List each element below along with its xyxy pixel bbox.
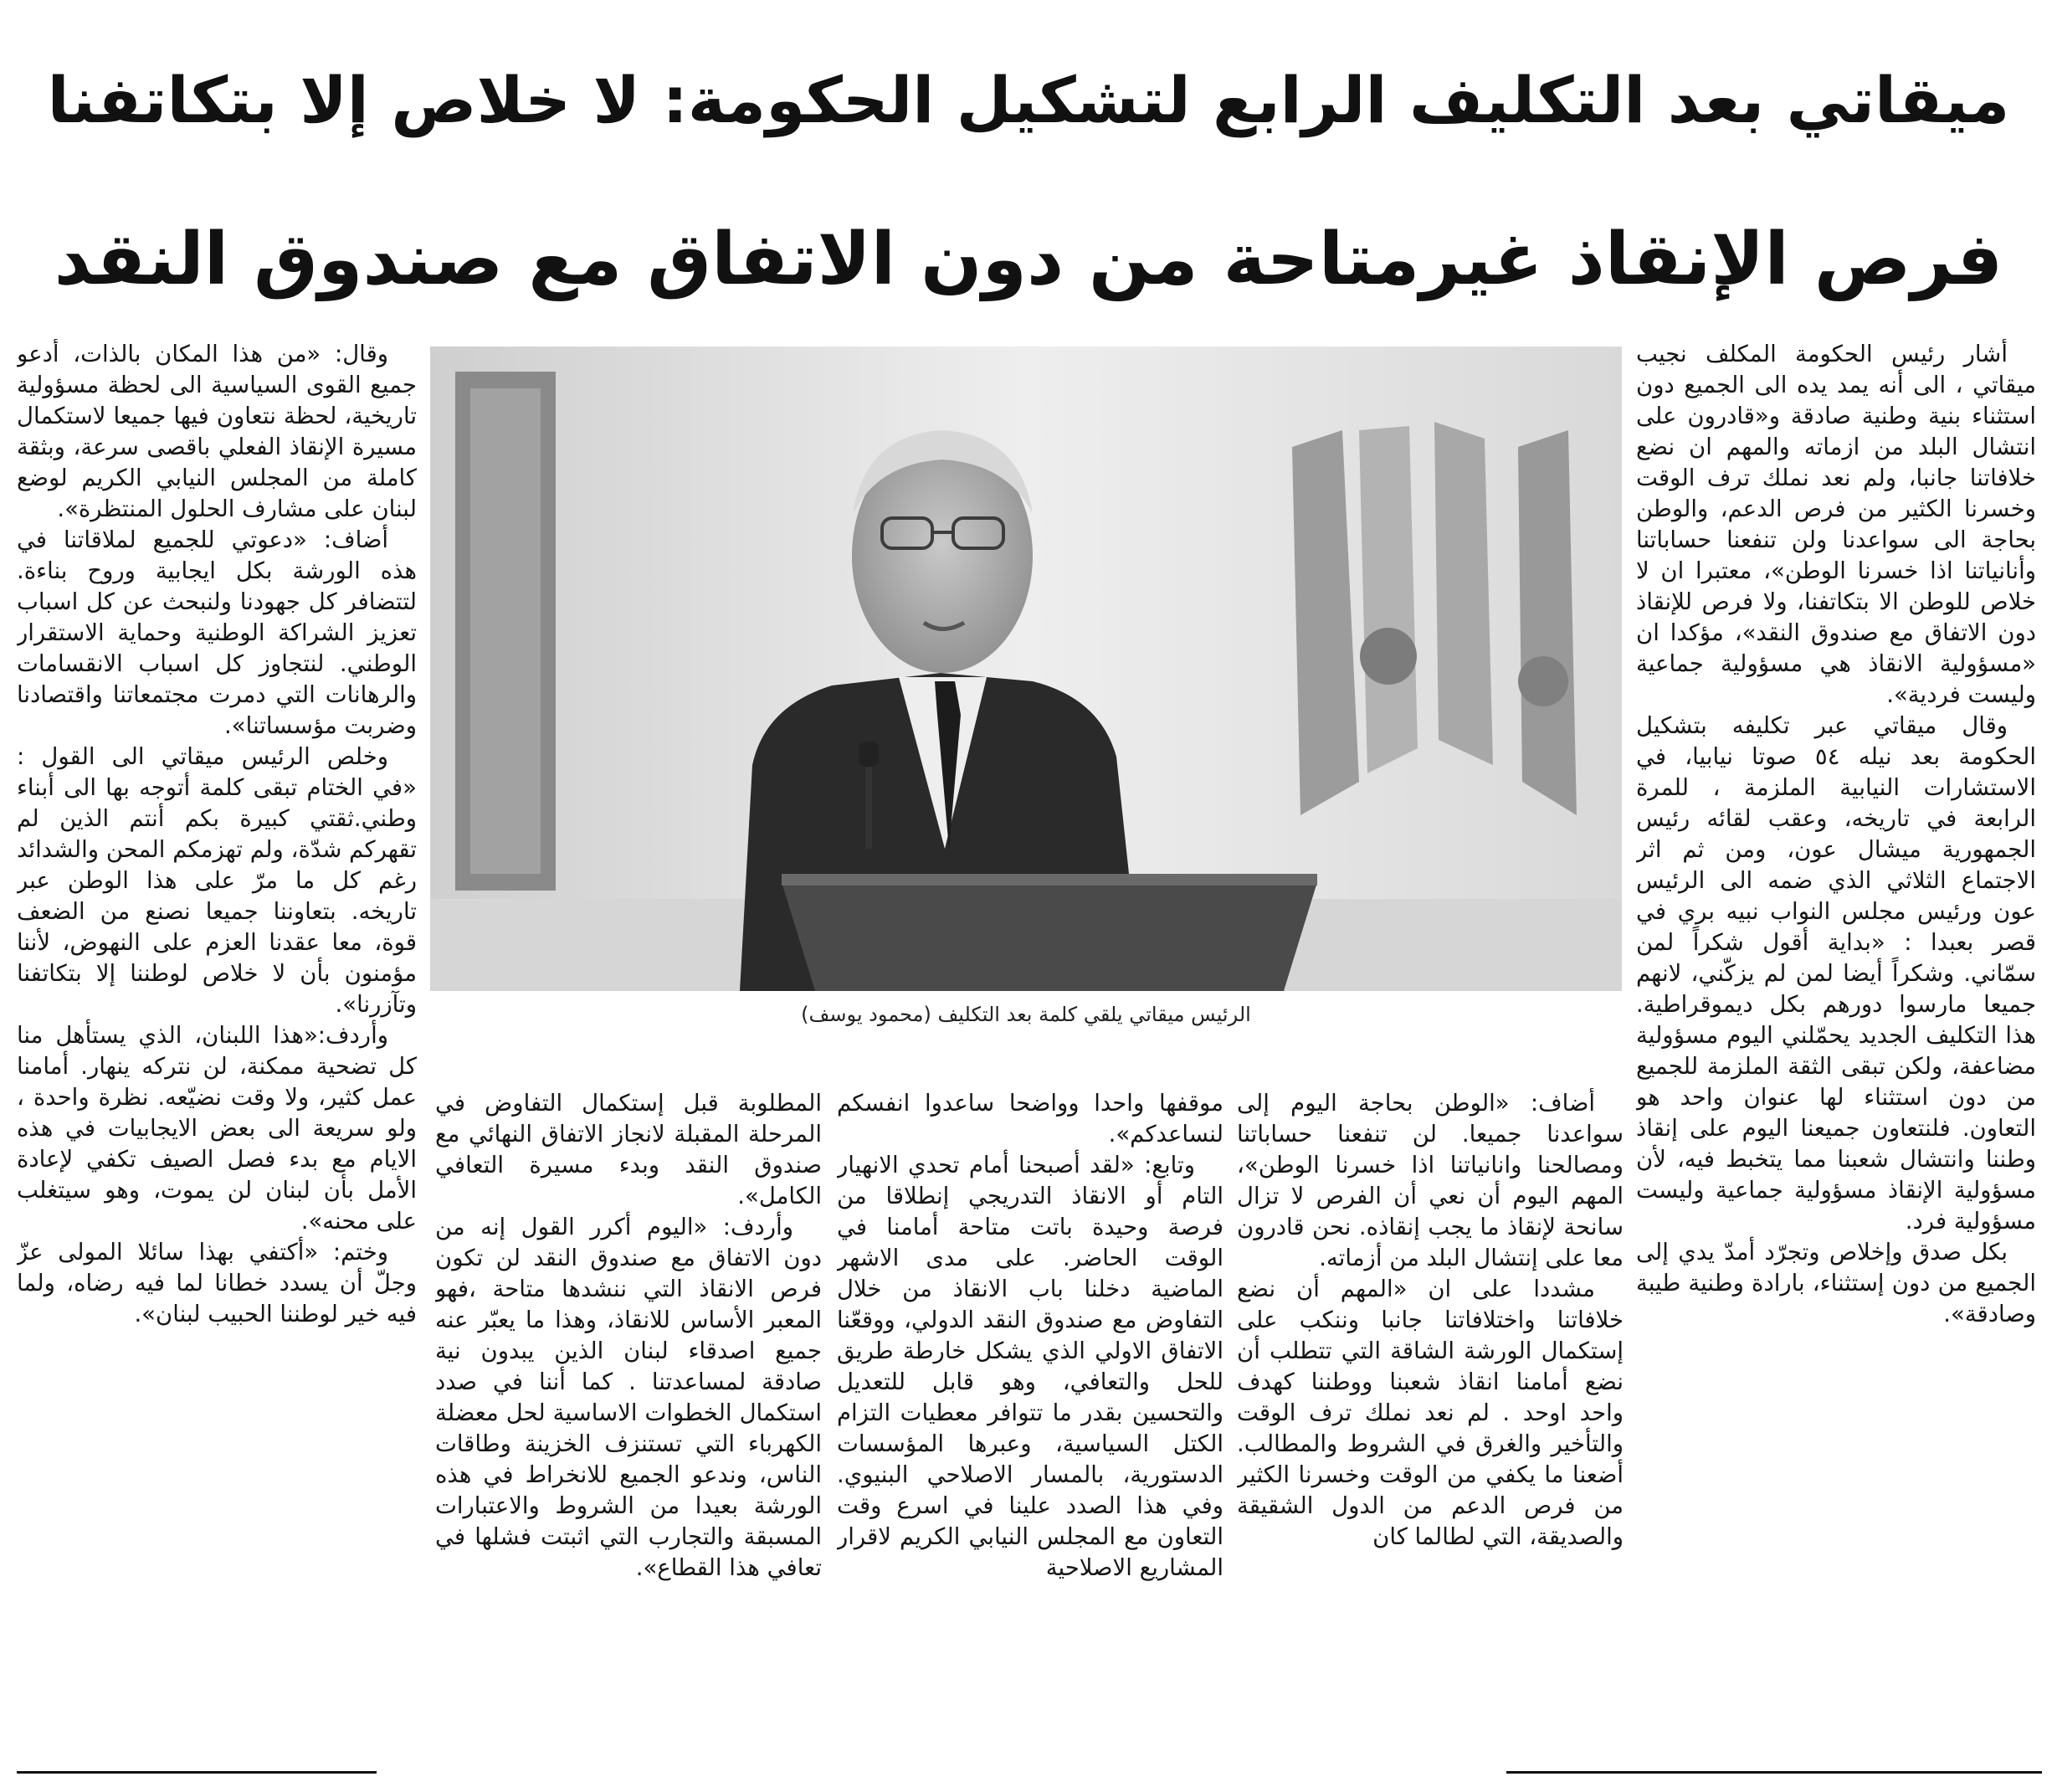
paragraph: وأردف:«هذا اللبنان، الذي يستأهل منا كل تضحية ممكنة، لن نتركه ينهار. أمامنا عمل كثير، ولا وقت نضيّعه. نظرة واحدة ، ولو سريعة الى بعض الايجابيات في هذه الايام مع بدء فصل الصيف تكفي لإعادة الأمل بأن لبنان لن يموت، وهو سيتغلب على محنه».	[17, 1022, 417, 1235]
article-column-5	[17, 339, 417, 1745]
paragraph: بكل صدق وإخلاص وتجرّد أمدّ يدي إلى الجميع من دون إستثناء، بارادة وطنية طيبة وصادقة».	[1636, 1239, 2036, 1327]
paragraph: أضاف: «الوطن بحاجة اليوم إلى سواعدنا جميعا. لن تنفعنا حساباتنا ومصالحنا وانانياتنا اذا خسرنا الوطن»، المهم اليوم أن نعي أن الفرص لا تزال سانحة لإنقاذ ما يجب إنقاذه. نحن قادرون معا على إنتشال البلد من أزماته.	[1237, 1090, 1624, 1271]
paragraph: وقال ميقاتي عبر تكليفه بتشكيل الحكومة بعد نيله ٥٤ صوتا نيابيا، في الاستشارات النيابية الملزمة ، للمرة الرابعة في تاريخه، وعقب لقائه رئيس الجمهورية ميشال عون، ومن ثم اثر الاجتماع الثلاثي الذي ضمه الى الرئيس عون ورئيس مجلس النواب نبيه بري في قصر بعبدا : «بداية أقول شكراً لمن سمّاني. وشكراً أيضا لمن لم يزكّني، لانهم جميعا مارسوا دورهم بكل ديموقراطية. هذا التكليف الجديد يحمّلني اليوم مسؤولية مضاعفة، ولكن تبقى الثقة الملزمة للجميع من دون استثناء لها عنوان واحد هو التعاون. فلنتعاون جميعنا اليوم على إنقاذ وطننا وانتشال شعبنا مما يتخبط فيه، لأن مسؤولية الإنقاذ مسؤولية جماعية وليست مسؤولية فرد.	[1636, 712, 2036, 1235]
article-column-3	[837, 1088, 1223, 1749]
paragraph: أضاف: «دعوتي للجميع لملاقاتنا في هذه الورشة بكل ايجابية وروح بناءة. لتتضافر كل جهودنا ولنبحث عن كل اسباب تعزيز الشراكة الوطنية وحماية الاستقرار الوطني. لنتجاوز كل اسباب الانقسامات والرهانات التي دمرت مجتمعاتنا واقتصادنا وضربت مؤسساتنا».	[17, 526, 417, 739]
paragraph: وأردف: «اليوم أكرر القول إنه من دون الاتفاق مع صندوق النقد لن تكون فرص الانقاذ التي ننشدها متاحة ،فهو المعبر الأساس للانقاذ، وهذا ما يعبّر عنه جميع اصدقاء لبنان الذين يبدون نية صادقة لمساعدتنا . كما أننا في صدد استكمال الخطوات الاساسية لحل معضلة الكهرباء التي تستنزف الخزينة وطاقات الناس، وندعو الجميع للانخراط في هذه الورشة بعيدا من الشروط والاعتبارات المسبقة والتجارب التي اثبتت فشلها في تعافي هذا القطاع».	[435, 1214, 822, 1581]
bottom-rule-right	[1506, 1771, 2042, 1774]
paragraph: المطلوبة قبل إستكمال التفاوض في المرحلة المقبلة لانجاز الاتفاق النهائي مع صندوق النقد وبدء مسيرة التعافي الكامل».	[435, 1090, 822, 1209]
photo-caption: الرئيس ميقاتي يلقي كلمة بعد التكليف (محمود يوسف)	[801, 1003, 1251, 1026]
paragraph: وقال: «من هذا المكان بالذات، أدعو جميع القوى السياسية الى لحظة مسؤولية تاريخية، لحظة نتعاون فيها جميعا لاستكمال مسيرة الإنقاذ الفعلي باقصى سرعة، وبثقة كاملة من المجلس النيابي الكريم لوضع لبنان على مشارف الحلول المنتظرة».	[17, 341, 417, 522]
paragraph: موقفها واحدا وواضحا ساعدوا انفسكم لنساعدكم».	[837, 1090, 1223, 1148]
article-column-4	[435, 1088, 822, 1749]
paragraph: مشددا على ان «المهم أن نضع خلافاتنا واختلافاتنا جانبا وننكب على إستكمال الورشة الشاقة التي تتطلب أن نضع أمامنا انقاذ شعبنا ووطننا كهدف واحد اوحد . لم نعد نملك ترف الوقت والتأخير والغرق في الشروط والمطالب. أضعنا ما يكفي من الوقت وخسرنا الكثير من فرص الدعم من الدول الشقيقة والصديقة، التي لطالما كان	[1237, 1276, 1624, 1550]
news-photo	[430, 347, 1622, 991]
headline-line-2: فرص الإنقاذ غيرمتاحة من دون الاتفاق مع صندوق النقد	[54, 218, 2003, 301]
article-column-1	[1636, 339, 2036, 1745]
headline-line-1: ميقاتي بعد التكليف الرابع لتشكيل الحكومة: لا خلاص إلا بتكاتفنا	[47, 63, 2010, 137]
paragraph: أشار رئيس الحكومة المكلف نجيب ميقاتي ، الى أنه يمد يده الى الجميع دون استثناء بنية وطنية صادقة و«قادرون على انتشال البلد من ازماته والمهم ان نضع خلافاتنا جانبا، ولم نعد نملك ترف الوقت وخسرنا الكثير من فرص الدعم، والوطن بحاجة الى سواعدنا ولن تنفعنا حساباتنا وأنانياتنا اذا خسرنا الوطن»، معتبرا ان لا خلاص للوطن الا بتكاتفنا، ولا فرص للإنقاذ دون الاتفاق مع صندوق النقد»، مؤكدا ان «مسؤولية الانقاذ هي مسؤولية جماعية وليست فردية».	[1636, 341, 2036, 708]
bottom-rule-left	[17, 1771, 377, 1774]
paragraph: وختم: «أكتفي بهذا سائلا المولى عزّ وجلّ أن يسدد خطانا لما فيه رضاه، ولما فيه خير لوطننا الحبيب لبنان».	[17, 1239, 417, 1327]
article-column-2	[1237, 1088, 1624, 1749]
paragraph: وتابع: «لقد أصبحنا أمام تحدي الانهيار التام أو الانقاذ التدريجي إنطلاقا من فرصة وحيدة باتت متاحة أمامنا في الوقت الحاضر. على مدى الاشهر الماضية دخلنا باب الانقاذ من خلال التفاوض مع صندوق النقد الدولي، ووقعّنا الاتفاق الاولي الذي يشكل خارطة طريق للحل والتعافي، وهو قابل للتعديل والتحسين بقدر ما تتوافر معطيات التزام الكتل السياسية، وعبرها المؤسسات الدستورية، بالمسار الاصلاحي البنيوي. وفي هذا الصدد علينا في اسرع وقت التعاون مع المجلس النيابي الكريم لاقرار المشاريع الاصلاحية	[837, 1152, 1223, 1581]
paragraph: وخلص الرئيس ميقاتي الى القول : «في الختام تبقى كلمة أتوجه بها الى أبناء وطني.ثقتي كبيرة بكم أنتم الذين لم تقهركم شدّة، ولم تهزمكم المحن والشدائد رغم كل ما مرّ على هذا الوطن عبر تاريخه. بتعاوننا جميعا نصنع من الضعف قوة، معا عقدنا العزم على النهوض، لأننا مؤمنون بأن لا خلاص لوطننا إلا بتكاتفنا وتآزرنا».	[17, 743, 417, 1018]
